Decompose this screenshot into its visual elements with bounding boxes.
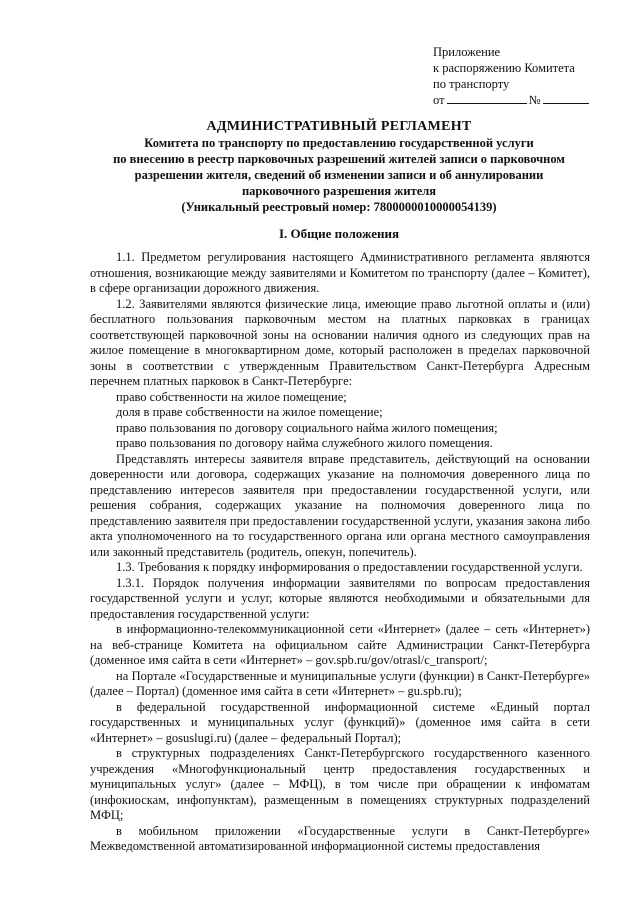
paragraph: в информационно-телекоммуникационной сети «Интернет» (далее – сеть «Интернет») на веб-странице Комитета на официальном сайте Администрации Санкт-Петербурга (доменное имя сайта в сети «Интернет» – gov.spb.ru/gov/otrasl/c_transport/; (90, 622, 590, 667)
appendix-date-number-line (433, 92, 589, 108)
appendix-line-3: по транспорту (433, 77, 510, 91)
header-line-1: Комитета по транспорту по предоставлению государственной услуги (144, 136, 534, 150)
paragraph: в мобильном приложении «Государственные услуги в Санкт-Петербурге» Межведомственной автоматизированной информационной системы предоставления (90, 823, 590, 853)
header-line-4: парковочного разрешения жителя (241, 184, 437, 198)
appendix-block (433, 44, 589, 108)
header-registry-number: (Уникальный реестровый номер: 7800000010000054139) (181, 200, 497, 214)
from-label: от (433, 93, 445, 107)
regulation-header (96, 118, 582, 215)
paragraph: на Портале «Государственные и муниципальные услуги (функции) в Санкт-Петербурге» (далее – Портал) (доменное имя сайта в сети «Интернет» – gu.spb.ru); (90, 668, 590, 698)
header-line-3: разрешении жителя, сведений об изменении записи и об аннулировании (134, 168, 544, 182)
paragraph: в федеральной государственной информационной системе «Единый портал государственных и муниципальных услуг (функций)» (доменное имя сайта в сети «Интернет» – gosuslugi.ru) (далее – федеральный Портал); (90, 699, 590, 745)
paragraph: 1.1. Предметом регулирования настоящего Административного регламента являются отношения, возникающие между заявителями и Комитетом по транспорту (далее – Комитет), в сфере организации дорожного движения. (90, 250, 590, 295)
paragraph: 1.3. Требования к порядку информирования о предоставлении государственной услуги. (116, 560, 583, 574)
list-item: право пользования по договору найма служебного жилого помещения. (116, 436, 493, 450)
section-title: I. Общие положения (279, 226, 399, 241)
document-body (90, 250, 590, 855)
paragraph: в структурных подразделениях Санкт-Петербургского государственного казенного учреждения «Многофункциональный центр предоставления государственных и муниципальных услуг» (далее – МФЦ), в том числе при обращении к инфоматам (инфокиоскам, инфопунктам), размещенным в помещениях структурных подразделений МФЦ; (90, 746, 590, 822)
number-blank (543, 103, 589, 104)
header-line-2: по внесению в реестр парковочных разрешений жителей записи о парковочном (113, 152, 565, 166)
list-item: право пользования по договору социального найма жилого помещения; (116, 420, 498, 435)
number-label: № (528, 93, 541, 107)
list-item: право собственности на жилое помещение; (116, 389, 347, 404)
list-item: доля в праве собственности на жилое помещение; (116, 405, 383, 419)
paragraph: Представлять интересы заявителя вправе представитель, действующий на основании доверенности или договора, содержащих указание на полномочия доверенного лица по представлению интересов заявителя при предоставлении государственной услуги, или решения собрания, содержащих указание на полномочия доверенного лица по представлению заявителя при предоставлении государственной услуги, указания закона либо акта уполномоченного на то государственного органа или органа местного самоуправления или законный представитель (родитель, опекун, попечитель). (90, 451, 590, 559)
date-blank (447, 103, 527, 104)
appendix-line-1: Приложение (433, 45, 501, 59)
paragraph: 1.3.1. Порядок получения информации заявителями по вопросам предоставления государственной услуги и услуг, которые являются необходимыми и обязательными для предоставления государственной услуги: (90, 575, 590, 621)
document-title: АДМИНИСТРАТИВНЫЙ РЕГЛАМЕНТ (206, 119, 472, 134)
paragraph: 1.2. Заявителями являются физические лица, имеющие право льготной оплаты и (или) бесплатного пользования парковочным местом на платных парковках в границах соответствующей парковочной зоны на основании наличия одного из следующих прав на жилое помещение в многоквартирном доме, который расположен в пределах парковочной зоны в соответствии с утвержденным Правительством Санкт-Петербурга Адресным перечнем платных парковок в Санкт-Петербурге: (90, 296, 590, 388)
appendix-line-2: к распоряжению Комитета (433, 61, 575, 75)
